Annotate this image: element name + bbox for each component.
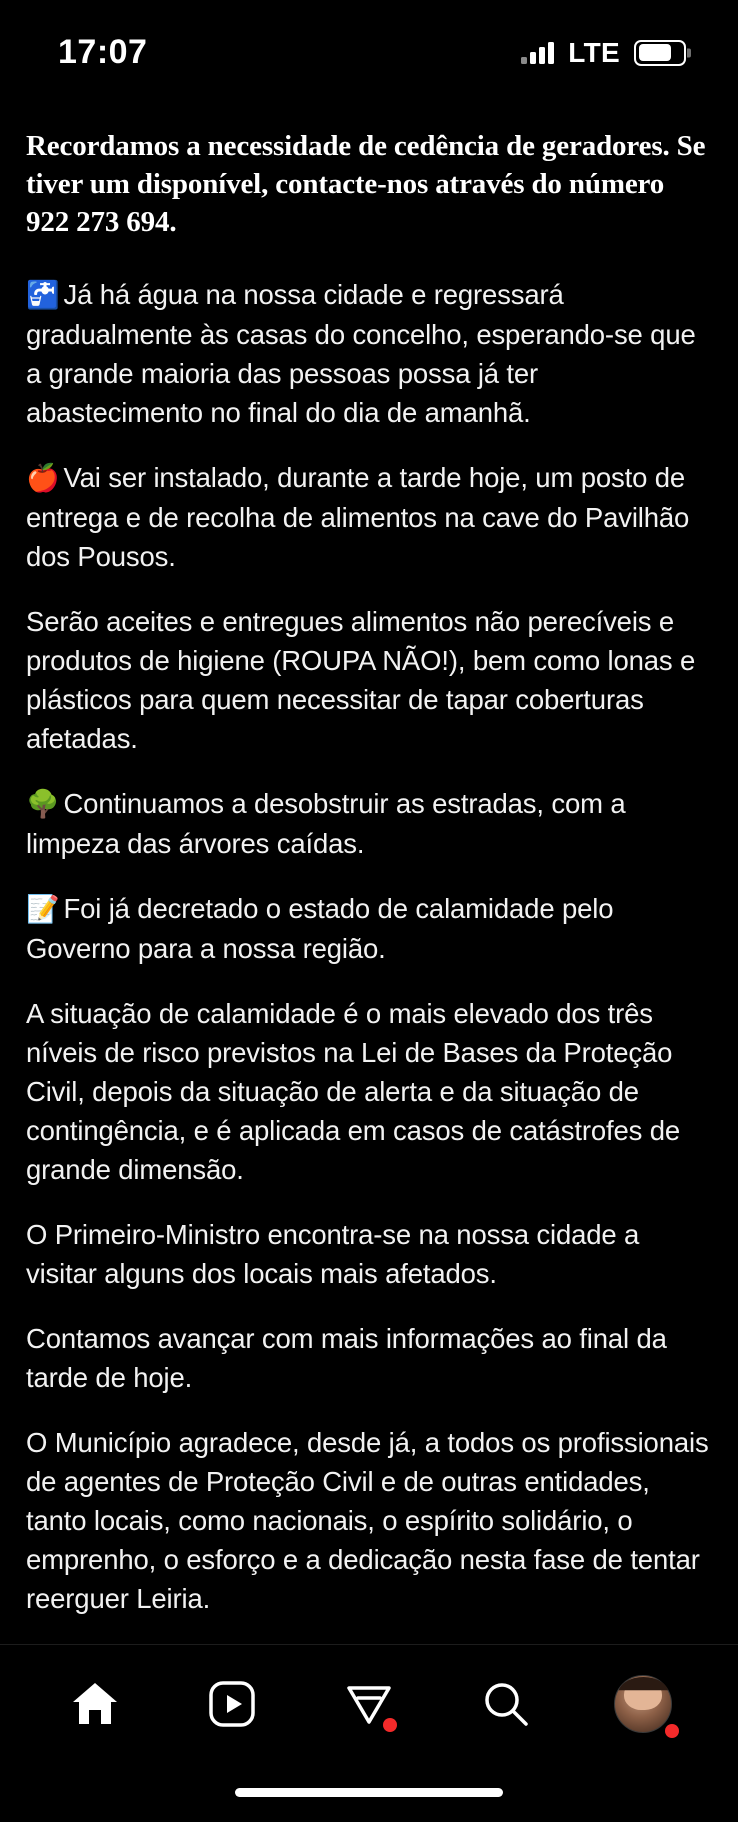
reels-icon [208,1680,256,1728]
post-body [0,105,738,1644]
post-paragraph [26,1423,712,1618]
post-paragraph [26,889,712,968]
battery-icon [634,40,686,66]
post-paragraph [26,1319,712,1397]
paragraph-text: A situação de calamidade é o mais elevado dos três níveis de risco previstos na Lei de Bases da Proteção Civil, depois da situação de alerta e da situação de contingência, e é aplicada em casos de catástrofes de grande dimensão. [26,998,680,1185]
paragraph-text: Continuamos a desobstruir as estradas, com a limpeza das árvores caídas. [26,788,626,859]
tab-reels[interactable] [196,1668,268,1740]
post-paragraph [26,994,712,1189]
paragraph-text: Foi já decretado o estado de calamidade pelo Governo para a nossa região. [26,893,614,964]
apple-icon: 🍎 [26,463,60,493]
paragraph-text: Recordamos a necessidade de cedência de geradores. Se tiver um disponível, contacte-nos através do número 922 273 694. [26,130,706,238]
profile-badge [665,1724,679,1738]
water-tap-icon: 🚰 [26,280,60,310]
status-time: 17:07 [58,33,148,71]
post-paragraph [26,602,712,758]
avatar-icon [614,1675,672,1733]
carrier-label: LTE [568,36,620,68]
search-icon [482,1680,530,1728]
memo-icon: 📝 [26,894,60,924]
status-bar [0,0,738,105]
paragraph-text: O Primeiro-Ministro encontra-se na nossa cidade a visitar alguns dos locais mais afetados. [26,1219,640,1289]
post-paragraph [26,1215,712,1293]
post-paragraph [26,275,712,432]
home-indicator[interactable] [235,1788,503,1797]
bottom-tab-bar [0,1644,738,1762]
paragraph-text: Vai ser instalado, durante a tarde hoje, um posto de entrega e de recolha de alimentos na cave do Pavilhão dos Pousos. [26,462,690,572]
paragraph-text: Serão aceites e entregues alimentos não perecíveis e produtos de higiene (ROUPA NÃO!), bem como lonas e plásticos para quem necessitar de tapar coberturas afetadas. [26,606,696,754]
paragraph-text: Já há água na nossa cidade e regressará gradualmente às casas do concelho, esperando-se que a grande maioria das pessoas possa já ter abastecimento no final do dia de amanhã. [26,279,696,428]
tab-messages[interactable] [333,1668,405,1740]
signal-bars-icon [521,42,554,64]
paragraph-text: O Município agradece, desde já, a todos os profissionais de agentes de Proteção Civil e de outras entidades, tanto locais, como nacionais, o espírito solidário, o emprenho, o esforço e a dedicação nesta fase de tentar reerguer Leiria. [26,1427,709,1614]
post-paragraph [26,458,712,576]
paragraph-text: Contamos avançar com mais informações ao final da tarde de hoje. [26,1323,667,1393]
tab-profile[interactable] [607,1668,679,1740]
post-paragraph [26,784,712,863]
tab-home[interactable] [59,1668,131,1740]
messages-badge [383,1718,397,1732]
tree-icon: 🌳 [26,789,60,819]
home-icon [70,1681,120,1727]
tab-search[interactable] [470,1668,542,1740]
home-indicator-area [0,1762,738,1822]
post-paragraph [26,127,712,241]
status-indicators [521,37,686,69]
